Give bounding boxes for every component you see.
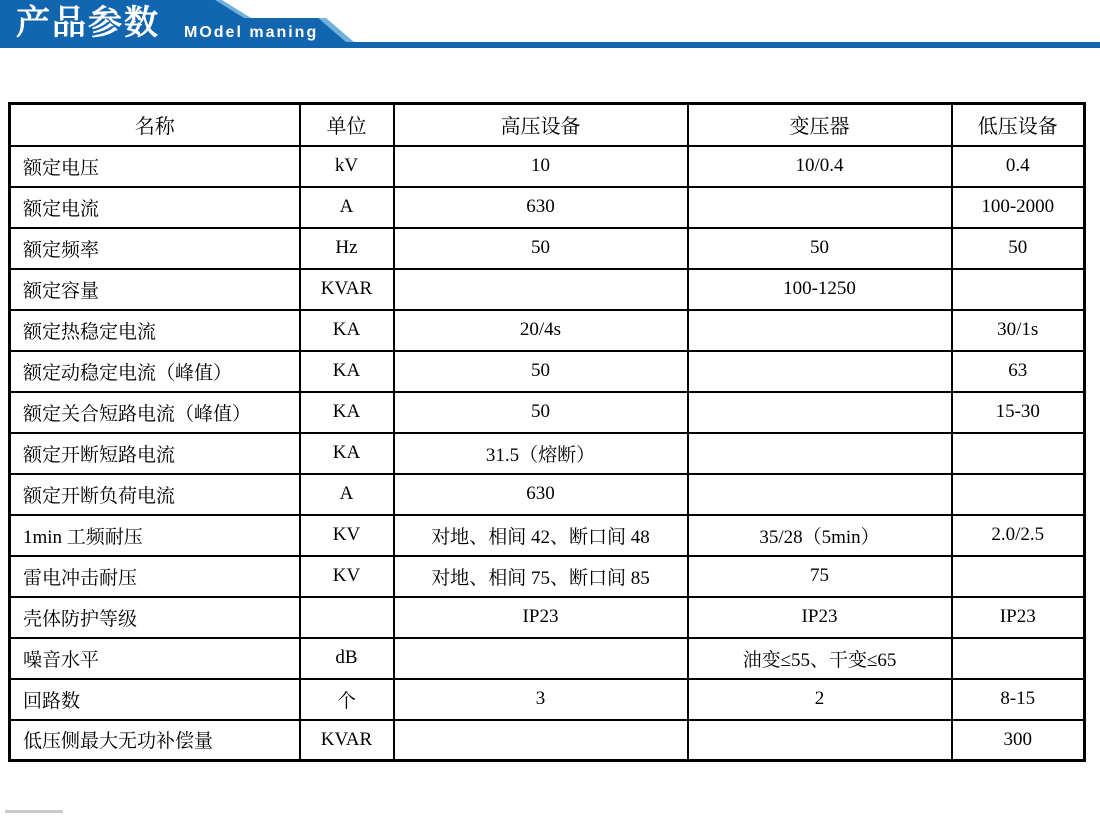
param-name-cell: 雷电冲击耐压 [10, 556, 300, 597]
param-value-cell: 油变≤55、干变≤65 [688, 638, 952, 679]
param-value-cell: KA [300, 392, 394, 433]
param-value-cell: 300 [952, 720, 1085, 761]
param-value-cell: 100-1250 [688, 269, 952, 310]
scan-artifact-line [5, 810, 63, 813]
param-name-cell: 低压侧最大无功补偿量 [10, 720, 300, 761]
param-value-cell [952, 474, 1085, 515]
table-row [10, 638, 1085, 679]
table-row [10, 597, 1085, 638]
param-value-cell: KVAR [300, 269, 394, 310]
table-row [10, 146, 1085, 187]
param-value-cell: KA [300, 433, 394, 474]
param-value-cell: KV [300, 556, 394, 597]
column-header-0: 名称 [10, 104, 300, 146]
param-value-cell [394, 638, 688, 679]
param-value-cell: 75 [688, 556, 952, 597]
banner-background [0, 0, 1100, 48]
table-row [10, 351, 1085, 392]
column-header-4: 低压设备 [952, 104, 1085, 146]
param-value-cell: 100-2000 [952, 187, 1085, 228]
param-value-cell [688, 433, 952, 474]
param-value-cell: KV [300, 515, 394, 556]
param-value-cell [394, 269, 688, 310]
table-row [10, 679, 1085, 720]
param-value-cell: KVAR [300, 720, 394, 761]
param-value-cell: IP23 [952, 597, 1085, 638]
param-name-cell: 壳体防护等级 [10, 597, 300, 638]
param-value-cell: 个 [300, 679, 394, 720]
table-row [10, 228, 1085, 269]
param-name-cell: 额定频率 [10, 228, 300, 269]
param-value-cell: 63 [952, 351, 1085, 392]
param-value-cell: KA [300, 310, 394, 351]
table-header-row [10, 104, 1085, 146]
param-value-cell: 50 [394, 351, 688, 392]
parameters-table-wrapper [8, 102, 1086, 762]
param-value-cell: IP23 [394, 597, 688, 638]
param-value-cell [952, 433, 1085, 474]
param-value-cell: 630 [394, 187, 688, 228]
param-value-cell: A [300, 474, 394, 515]
param-value-cell: 31.5（熔断） [394, 433, 688, 474]
param-value-cell [688, 392, 952, 433]
param-name-cell: 1min 工频耐压 [10, 515, 300, 556]
table-row [10, 392, 1085, 433]
param-value-cell: 8-15 [952, 679, 1085, 720]
param-value-cell [688, 720, 952, 761]
column-header-1: 单位 [300, 104, 394, 146]
param-value-cell: 对地、相间 42、断口间 48 [394, 515, 688, 556]
param-value-cell: 15-30 [952, 392, 1085, 433]
param-value-cell: A [300, 187, 394, 228]
table-row [10, 720, 1085, 761]
param-name-cell: 额定动稳定电流（峰值） [10, 351, 300, 392]
param-name-cell: 额定容量 [10, 269, 300, 310]
column-header-2: 高压设备 [394, 104, 688, 146]
page-title: 产品参数 [16, 4, 160, 42]
param-value-cell: 30/1s [952, 310, 1085, 351]
param-value-cell: 50 [394, 228, 688, 269]
param-value-cell: Hz [300, 228, 394, 269]
page-header-banner [0, 0, 1100, 48]
param-value-cell [394, 720, 688, 761]
param-value-cell [688, 351, 952, 392]
table-row [10, 269, 1085, 310]
param-name-cell: 回路数 [10, 679, 300, 720]
param-value-cell: 50 [688, 228, 952, 269]
param-value-cell: 50 [952, 228, 1085, 269]
param-value-cell: 10/0.4 [688, 146, 952, 187]
param-value-cell [952, 556, 1085, 597]
parameters-table [8, 102, 1086, 762]
table-row [10, 474, 1085, 515]
param-value-cell: dB [300, 638, 394, 679]
param-value-cell: 2.0/2.5 [952, 515, 1085, 556]
param-value-cell: 20/4s [394, 310, 688, 351]
page-subtitle: MOdel maning [184, 24, 319, 41]
param-value-cell: KA [300, 351, 394, 392]
table-row [10, 556, 1085, 597]
param-value-cell [688, 187, 952, 228]
table-row [10, 187, 1085, 228]
table-row [10, 310, 1085, 351]
param-name-cell: 噪音水平 [10, 638, 300, 679]
param-name-cell: 额定关合短路电流（峰值） [10, 392, 300, 433]
param-value-cell [688, 310, 952, 351]
param-value-cell: 10 [394, 146, 688, 187]
param-name-cell: 额定开断负荷电流 [10, 474, 300, 515]
param-value-cell: 35/28（5min） [688, 515, 952, 556]
param-value-cell: IP23 [688, 597, 952, 638]
param-value-cell [952, 269, 1085, 310]
param-name-cell: 额定热稳定电流 [10, 310, 300, 351]
param-value-cell [952, 638, 1085, 679]
param-value-cell: 0.4 [952, 146, 1085, 187]
param-value-cell: 3 [394, 679, 688, 720]
param-name-cell: 额定电压 [10, 146, 300, 187]
column-header-3: 变压器 [688, 104, 952, 146]
param-value-cell: 对地、相间 75、断口间 85 [394, 556, 688, 597]
param-value-cell: 50 [394, 392, 688, 433]
param-value-cell: 2 [688, 679, 952, 720]
table-row [10, 515, 1085, 556]
param-value-cell: kV [300, 146, 394, 187]
param-value-cell [300, 597, 394, 638]
table-row [10, 433, 1085, 474]
param-value-cell [688, 474, 952, 515]
param-name-cell: 额定电流 [10, 187, 300, 228]
param-value-cell: 630 [394, 474, 688, 515]
param-name-cell: 额定开断短路电流 [10, 433, 300, 474]
